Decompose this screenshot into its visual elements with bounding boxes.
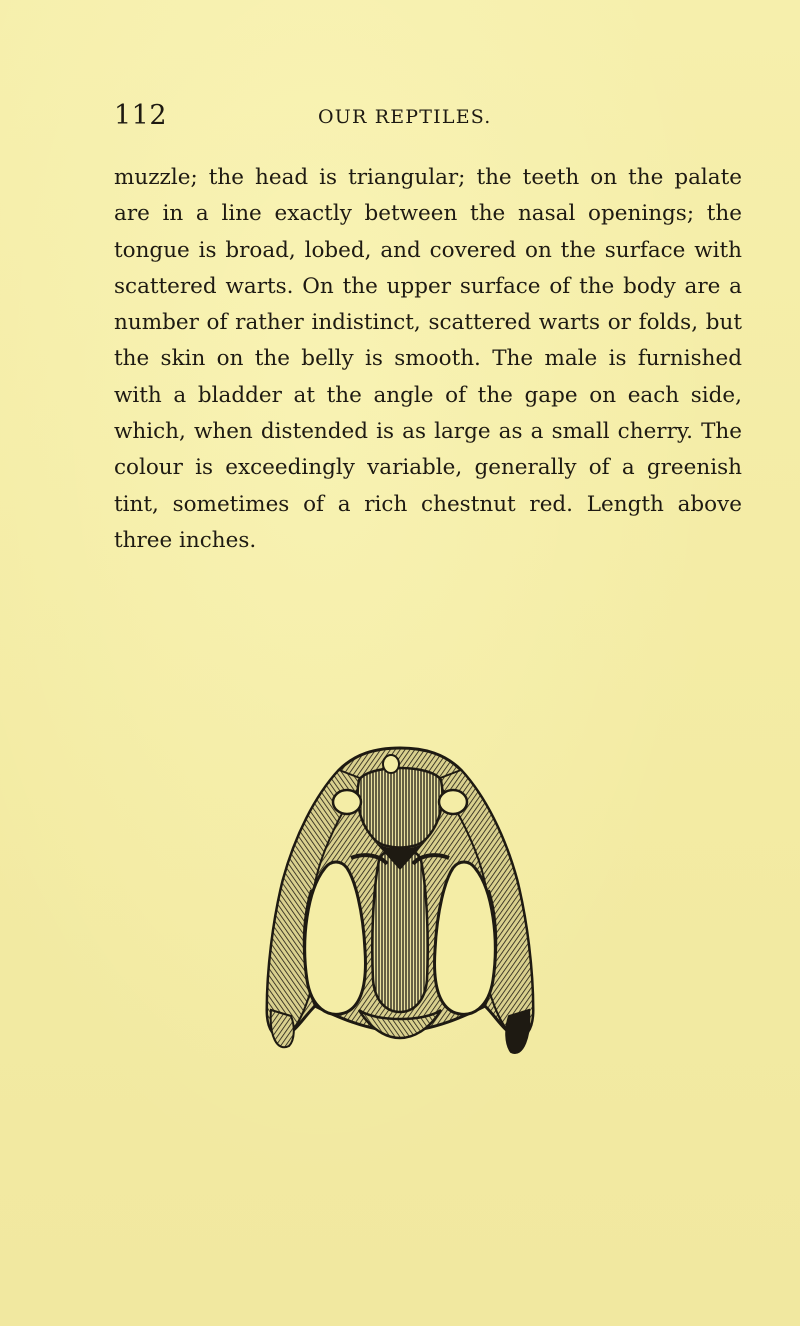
body-paragraph: muzzle; the head is triangular; the teeth on the palate are in a line exactly between the nasal openings; the tongue is broad, lobed, and covered on the surface with scattered warts. On the upper surface of the body are a number of rather indistinct, scattered warts or folds, but the skin on the belly is smooth. The male is furnished with a bladder at the angle of the gape on each side, which, when distended is as large as a small cherry. The colour is exceedingly variable, generally of a greenish tint, sometimes of a rich chestnut red. Length above three inches. xyxy=(114,165,742,553)
page-number: 112 xyxy=(114,100,168,131)
page-header xyxy=(114,100,744,136)
frog-skull-engraving-icon xyxy=(255,740,545,1060)
skull-illustration xyxy=(255,740,545,1060)
running-head: OUR REPTILES. xyxy=(318,106,492,128)
